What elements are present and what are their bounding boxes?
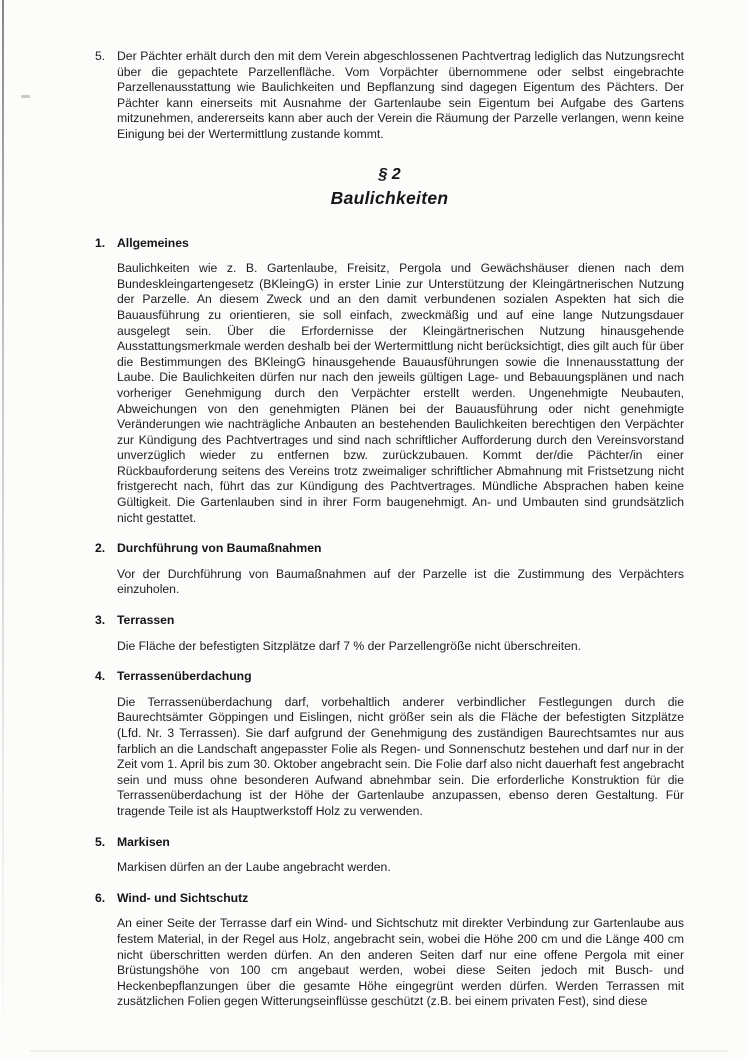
section-title: Wind- und Sichtschutz xyxy=(117,890,249,905)
section-number: 3. xyxy=(95,613,106,628)
section-heading xyxy=(95,236,684,252)
section-heading xyxy=(95,541,684,557)
section-baumassnahmen xyxy=(95,541,684,598)
document-content xyxy=(95,49,684,1010)
section-heading xyxy=(95,835,684,851)
section-number: 4. xyxy=(95,669,106,684)
section-allgemeines xyxy=(95,236,684,527)
section-number: 6. xyxy=(95,890,106,905)
section-number: 1. xyxy=(95,235,106,250)
section-body: An einer Seite der Terrasse darf ein Wind- und Sichtschutz mit direkter Verbindung zur Gartenlaube aus festem Material, in der Regel aus Holz, angebracht sein, wobei die Höhe 200 cm und die Länge 400 cm nicht überschritten werden dürfen. An den anderen Seiten darf nur eine offene Pergola mit einer Brüstungshöhe von 100 cm angebaut werden, wobei diese Seiten jedoch mit Busch- und Heckenbepflanzungen über die gesamte Höhe eingegrünt werden dürfen. Werden Terrassen mit zusätzlichen Folien gegen Witterungseinflüsse geschützt (z.B. bei einem privaten Fest), sind diese xyxy=(117,916,684,1009)
list-item-5 xyxy=(95,49,684,143)
section-title: Allgemeines xyxy=(117,235,189,250)
section-terrassen xyxy=(95,613,684,654)
paragraph-mark: § 2 xyxy=(378,165,401,183)
section-number: 5. xyxy=(95,834,106,849)
list-item-text: Der Pächter erhält durch den mit dem Verein abgeschlossenen Pachtvertrag lediglich das Nutzungsrecht über die gepachtete Parzellenfläche. Vom Vorpächter übernommene oder selbst eingebrachte Parzellenausstattung wie Baulichkeiten und Bepflanzung sind dagegen Eigentum des Pächters. Der Pächter kann einerseits mit Ausnahme der Gartenlaube sein Eigentum bei Aufgabe des Gartens mitzunehmen, andererseits kann aber auch der Verein die Räumung der Parzelle verlangen, wenn keine Einigung bei der Wertermittlung zustande kommt. xyxy=(117,49,684,141)
section-number: 2. xyxy=(95,541,106,556)
section-wind-und-sichtschutz xyxy=(95,891,684,1010)
section-markisen xyxy=(95,835,684,876)
scan-edge-line-artifact xyxy=(2,0,4,1058)
scan-bottom-streak-artifact xyxy=(30,1050,728,1052)
section-heading xyxy=(95,891,684,907)
section-title: Markisen xyxy=(117,834,170,849)
section-body: Baulichkeiten wie z. B. Gartenlaube, Freisitz, Pergola und Gewächshäuser dienen nach dem Bundeskleingartengesetz (BKleingG) in erster Linie zur Unterstützung der Kleingärtnerischen Nutzung der Parzelle. An diesem Zweck und an den damit verbundenen sozialen Aspekten hat sich die Bauausführung zu orientieren, sie soll einfach, zweckmäßig und auf eine lange Nutzungsdauer ausgelegt sein. Über die Erfordernisse der Kleingärtnerischen Nutzung hinausgehende Ausstattungsmerkmale werden deshalb bei der Wertermittlung nicht berücksichtigt, dies gilt auch für über die Bestimmungen des BKleingG hinausgehende Bauausführungen sowie die Innenausstattung der Laube. Die Baulichkeiten dürfen nur nach den jeweils gültigen Lage- und Bebauungsplänen und nach vorheriger Genehmigung durch den Verpächter erstellt werden. Ungenehmigte Neubauten, Abweichungen von den genehmigten Plänen bei der Bauausführung oder nicht genehmigte Veränderungen wie nachträgliche Anbauten an bestehenden Baulichkeiten berechtigen den Verpächter zur Kündigung des Pachtvertrages und sind nach schriftlicher Aufforderung durch den Vereinsvorstand unverzüglich wieder zu entfernen bzw. zurückzubauen. Kommt der/die Pächter/in einer Rückbauforderung seitens des Vereins trotz zweimaliger schriftlicher Abmahnung mit Fristsetzung nicht fristgerecht nach, führt das zur Kündigung des Pachtvertrages. Mündliche Absprachen haben keine Gültigkeit. Die Gartenlauben sind in ihrer Form baugenehmigt. An- und Umbauten sind grundsätzlich nicht gestattet. xyxy=(117,261,684,525)
section-body: Markisen dürfen an der Laube angebracht werden. xyxy=(117,860,391,875)
section-body: Die Terrassenüberdachung darf, vorbehaltlich anderer verbindlicher Festlegungen durch die Baurechtsämter Göppingen und Eislingen, nicht größer sein als die Fläche der befestigten Sitzplätze (Lfd. Nr. 3 Terrassen). Sie darf aufgrund der Genehmigung des zuständigen Baurechtsamtes nur aus farblich an die Landschaft angepasster Folie als Regen- und Sonnenschutz bestehen und darf nur in der Zeit vom 1. April bis zum 30. Oktober angebracht sein. Die Folie darf also nicht dauerhaft fest angebracht sein und muss ohne besonderen Aufwand abnehmbar sein. Die erforderliche Konstruktion für die Terrassenüberdachung ist der Höhe der Gartenlaube anzupassen, ebenso deren Gestaltung. Für tragende Teile ist als Hauptwerkstoff Holz zu verwenden. xyxy=(117,694,684,818)
section-body: Vor der Durchführung von Baumaßnahmen auf der Parzelle ist die Zustimmung des Verpächters einzuholen. xyxy=(117,566,684,597)
chapter-heading xyxy=(95,164,684,210)
list-item-number: 5. xyxy=(95,49,106,63)
section-body: Die Fläche der befestigten Sitzplätze darf 7 % der Parzellengröße nicht überschreiten. xyxy=(117,638,582,653)
scan-speck-artifact xyxy=(21,95,30,98)
section-heading xyxy=(95,669,684,685)
section-title: Terrassenüberdachung xyxy=(117,669,252,684)
section-terrassenueberdachung xyxy=(95,669,684,819)
section-title: Durchführung von Baumaßnahmen xyxy=(117,541,322,556)
chapter-title: Baulichkeiten xyxy=(330,187,449,208)
section-title: Terrassen xyxy=(117,613,175,628)
section-heading xyxy=(95,613,684,629)
